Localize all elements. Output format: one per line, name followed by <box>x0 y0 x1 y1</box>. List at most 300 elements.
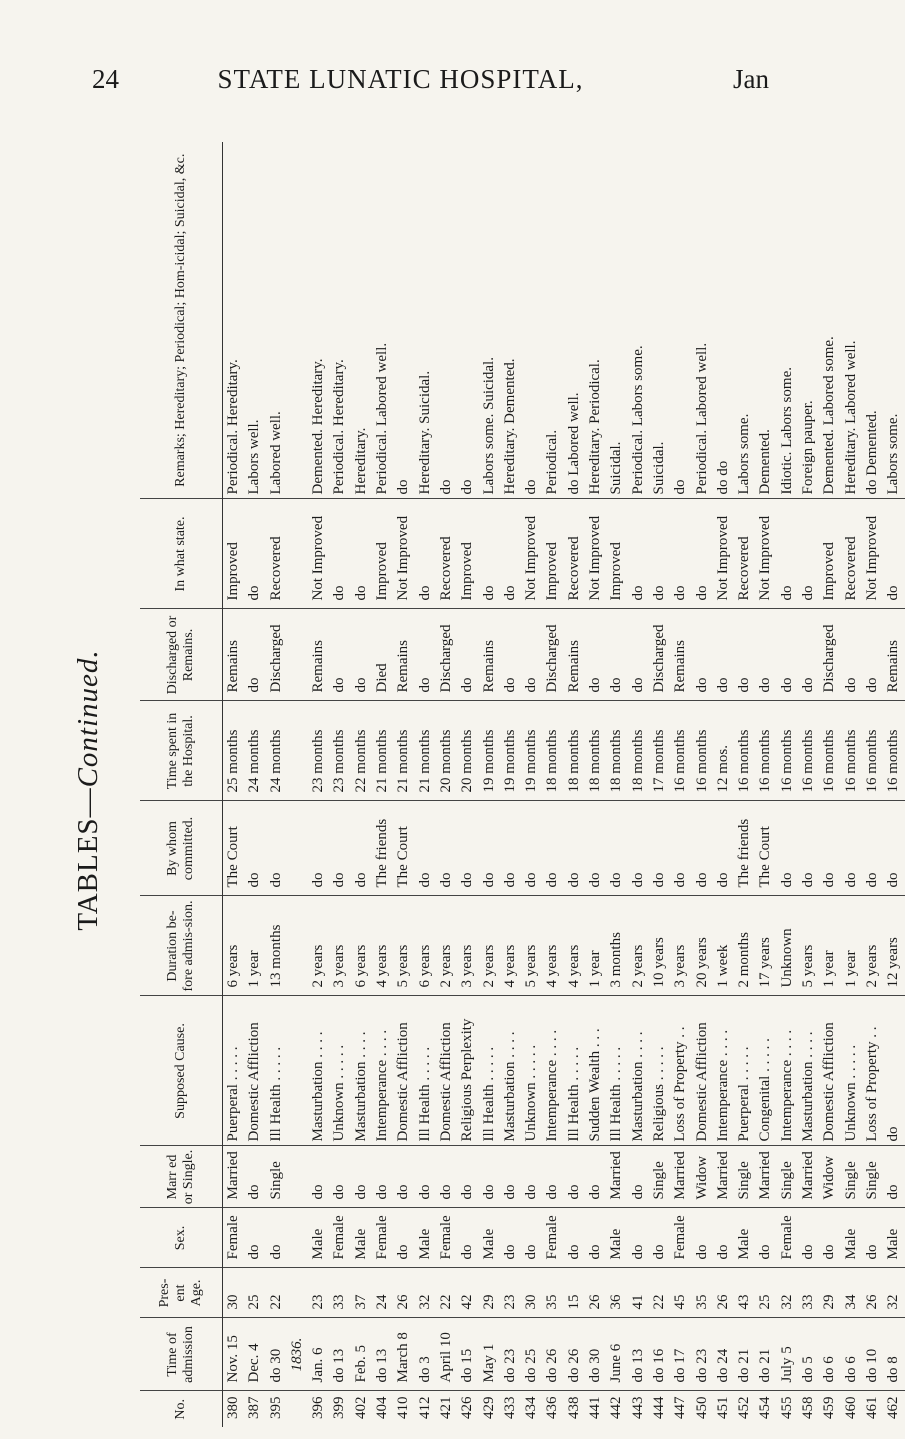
table-cell: do <box>436 801 457 896</box>
patient-table <box>140 142 905 1427</box>
table-cell: do <box>436 1146 457 1208</box>
table-cell: The Court <box>223 801 245 896</box>
table-cell: 30 <box>521 1268 542 1318</box>
table-cell: 34 <box>841 1268 862 1318</box>
running-title: STATE LUNATIC HOSPITAL, <box>217 64 584 94</box>
table-cell: 2 years <box>479 896 500 996</box>
table-cell: do <box>457 142 478 499</box>
table-cell: 2 years <box>628 896 649 996</box>
column-header: No. <box>140 1391 223 1427</box>
table-cell: Masturbation . . . . <box>628 996 649 1146</box>
table-cell: Improved <box>223 499 245 609</box>
table-cell: do <box>415 1146 436 1208</box>
table-cell: Periodical. Labored well. <box>692 142 713 499</box>
table-cell: Recovered <box>266 499 287 609</box>
table-cell <box>287 142 308 499</box>
table-cell: The Court <box>755 801 776 896</box>
table-cell: 461 <box>863 1396 880 1419</box>
table-cell: do <box>841 801 862 896</box>
table-cell: 2 years <box>308 896 329 996</box>
table-cell: Ill Health . . . . . <box>606 996 627 1146</box>
table-cell: Married <box>223 1146 245 1208</box>
table-cell: The friends <box>372 801 393 896</box>
table-cell: do <box>628 609 649 701</box>
table-cell: 25 <box>755 1268 776 1318</box>
table-cell <box>287 1208 308 1268</box>
table-cell: do <box>351 609 372 701</box>
table-cell: do <box>798 609 819 701</box>
table-cell: do <box>585 1146 606 1208</box>
table-cell: do <box>670 801 691 896</box>
table-cell: do 13 <box>372 1318 393 1391</box>
table-row <box>713 142 734 1427</box>
table-cell: 21 months <box>415 701 436 801</box>
table-cell: do 13 <box>628 1318 649 1391</box>
table-cell: Periodical. Hereditary. <box>223 142 245 499</box>
table-cell: do 10 <box>862 1318 883 1391</box>
table-cell: 450 <box>693 1396 710 1419</box>
table-cell: Married <box>670 1146 691 1208</box>
table-cell: Religious . . . . . <box>649 996 670 1146</box>
table-cell: 22 <box>266 1268 287 1318</box>
table-cell: 452 <box>736 1396 753 1419</box>
table-cell: 2 months <box>734 896 755 996</box>
table-cell: do <box>244 801 265 896</box>
side-title-prefix: TABLES— <box>72 787 104 931</box>
table-cell: Foreign pauper. <box>798 142 819 499</box>
table-cell: Remains <box>670 609 691 701</box>
table-cell <box>287 499 308 609</box>
table-cell: Feb. 5 <box>351 1318 372 1391</box>
table-cell: do 21 <box>755 1318 776 1391</box>
table-cell: Idiotic. Labors some. <box>777 142 798 499</box>
table-cell: Labors some. <box>883 142 904 499</box>
table-cell: Loss of Property . . <box>862 996 883 1146</box>
table-cell: 6 years <box>223 896 245 996</box>
table-cell: 436 <box>544 1396 561 1419</box>
table-cell: 21 months <box>393 701 414 801</box>
table-row <box>308 142 329 1427</box>
table-cell: 399 <box>331 1396 348 1419</box>
table-cell: 434 <box>523 1396 540 1419</box>
table-cell: Single <box>734 1146 755 1208</box>
table-cell: Ill Health . . . . . <box>564 996 585 1146</box>
table-cell: Female <box>329 1208 350 1268</box>
table-row <box>479 142 500 1427</box>
table-cell: Labors some. <box>734 142 755 499</box>
table-cell: 19 months <box>500 701 521 801</box>
table-cell: do <box>883 1146 904 1208</box>
table-cell: Discharged <box>649 609 670 701</box>
column-header: Marr ed or Single. <box>140 1146 223 1208</box>
running-title-fragment: Jan <box>733 64 769 94</box>
table-cell: Remains <box>564 609 585 701</box>
table-row <box>415 142 436 1427</box>
table-cell: Masturbation . . . . <box>500 996 521 1146</box>
table-cell: do <box>393 142 414 499</box>
table-cell: do <box>649 499 670 609</box>
table-cell: do Labored well. <box>564 142 585 499</box>
table-cell: Hereditary. Labored well. <box>841 142 862 499</box>
table-cell: do <box>266 1208 287 1268</box>
table-cell: 17 months <box>649 701 670 801</box>
table-cell: do <box>755 1208 776 1268</box>
table-cell: do <box>244 499 265 609</box>
table-cell: July 5 <box>777 1318 798 1391</box>
table-cell: Male <box>734 1208 755 1268</box>
table-cell: do <box>628 801 649 896</box>
table-body <box>223 142 905 1427</box>
table-cell: Not Improved <box>308 499 329 609</box>
table-cell: 33 <box>329 1268 350 1318</box>
table-cell: Discharged <box>266 609 287 701</box>
table-row <box>223 142 245 1427</box>
table-cell: Female <box>777 1208 798 1268</box>
table-cell: 20 months <box>457 701 478 801</box>
table-cell: 438 <box>565 1396 582 1419</box>
table-cell: Discharged <box>542 609 563 701</box>
year-marker: 1836. <box>287 1318 308 1391</box>
table-cell: 4 years <box>564 896 585 996</box>
table-cell <box>287 609 308 701</box>
table-cell: do <box>500 609 521 701</box>
table-row <box>649 142 670 1427</box>
table-cell: Not Improved <box>713 499 734 609</box>
table-cell <box>287 896 308 996</box>
table-row <box>351 142 372 1427</box>
table-cell: do <box>244 1146 265 1208</box>
table-cell: do <box>393 1208 414 1268</box>
column-header: Time spent in the Hospital. <box>140 701 223 801</box>
table-cell: Hereditary. Suicidal. <box>415 142 436 499</box>
table-cell: 43 <box>734 1268 755 1318</box>
table-cell: do <box>585 1208 606 1268</box>
table-cell: do <box>457 1208 478 1268</box>
table-cell: 35 <box>692 1268 713 1318</box>
table-cell: 20 months <box>436 701 457 801</box>
table-cell: 16 months <box>755 701 776 801</box>
table-cell: 421 <box>437 1396 454 1419</box>
table-cell: Improved <box>606 499 627 609</box>
table-cell: Labored well. <box>266 142 287 499</box>
table-cell: 1 week <box>713 896 734 996</box>
table-cell: Male <box>308 1208 329 1268</box>
table-cell: Demented. <box>755 142 776 499</box>
table-row <box>606 142 627 1427</box>
table-cell: Periodical. Labored well. <box>372 142 393 499</box>
table-cell: 29 <box>479 1268 500 1318</box>
table-cell: Improved <box>372 499 393 609</box>
table-cell: Puerperal . . . . . <box>223 996 245 1146</box>
table-row <box>542 142 563 1427</box>
column-header: In what state. <box>140 499 223 609</box>
table-cell: do <box>329 499 350 609</box>
table-cell: Male <box>351 1208 372 1268</box>
table-cell: Unknown . . . . . <box>329 996 350 1146</box>
table-cell: 18 months <box>628 701 649 801</box>
table-cell: 380 <box>225 1396 241 1419</box>
table-cell: 16 months <box>798 701 819 801</box>
table-cell: do 5 <box>798 1318 819 1391</box>
table-cell: do <box>734 609 755 701</box>
table-cell: do <box>755 609 776 701</box>
table-cell: do <box>777 801 798 896</box>
table-cell: do <box>713 1208 734 1268</box>
table-cell: Unknown <box>777 896 798 996</box>
table-cell: do <box>521 1208 542 1268</box>
table-cell: Improved <box>457 499 478 609</box>
table-cell: 32 <box>883 1268 904 1318</box>
table-cell: do <box>628 1146 649 1208</box>
table-cell: do <box>606 609 627 701</box>
table-cell: Dec. 4 <box>244 1318 265 1391</box>
column-header: Duration be-fore admis-sion. <box>140 896 223 996</box>
table-row <box>266 142 287 1427</box>
table-cell: 19 months <box>521 701 542 801</box>
column-header: By whom committed. <box>140 801 223 896</box>
table-cell: Hereditary. <box>351 142 372 499</box>
table-cell: Single <box>862 1146 883 1208</box>
table-cell: do <box>500 1146 521 1208</box>
table-cell: Domestic Affliction <box>692 996 713 1146</box>
table-row <box>883 142 904 1427</box>
table-cell: do 6 <box>819 1318 840 1391</box>
table-cell: 45 <box>670 1268 691 1318</box>
table-cell: Not Improved <box>585 499 606 609</box>
table-cell: Remains <box>883 609 904 701</box>
table-cell: do <box>329 1146 350 1208</box>
table-cell <box>287 801 308 896</box>
table-row <box>798 142 819 1427</box>
table-row <box>819 142 840 1427</box>
running-head <box>0 64 801 104</box>
table-row <box>777 142 798 1427</box>
table-cell: Ill Health . . . . . <box>266 996 287 1146</box>
table-cell: do <box>628 1208 649 1268</box>
table-cell: 23 <box>500 1268 521 1318</box>
table-cell: do 23 <box>500 1318 521 1391</box>
table-cell: Ill Health . . . . . <box>415 996 436 1146</box>
table-cell: do <box>351 801 372 896</box>
table-cell: do <box>883 996 904 1146</box>
table-row <box>287 142 308 1427</box>
table-cell: 444 <box>650 1396 667 1419</box>
table-cell: The friends <box>734 801 755 896</box>
table-cell: 1 year <box>585 896 606 996</box>
page-number: 24 <box>92 64 119 94</box>
table-cell: Remains <box>223 609 245 701</box>
table-cell: Masturbation . . . . <box>351 996 372 1146</box>
table-cell: 29 <box>819 1268 840 1318</box>
table-cell: do <box>542 1146 563 1208</box>
table-cell: 33 <box>798 1268 819 1318</box>
table-cell: do <box>436 142 457 499</box>
table-cell: do <box>266 801 287 896</box>
table-cell: Recovered <box>564 499 585 609</box>
table-cell: do <box>585 801 606 896</box>
table-cell: Religious Perplexity <box>457 996 478 1146</box>
table-row <box>628 142 649 1427</box>
table-cell: do 30 <box>585 1318 606 1391</box>
table-cell: do 17 <box>670 1318 691 1391</box>
table-cell: do <box>351 499 372 609</box>
table-cell: Married <box>606 1146 627 1208</box>
table-cell: 16 months <box>734 701 755 801</box>
table-cell: do <box>500 499 521 609</box>
table-cell: 12 mos. <box>713 701 734 801</box>
table-cell: do <box>713 609 734 701</box>
table-cell: do <box>329 609 350 701</box>
table-cell: 1 year <box>819 896 840 996</box>
table-cell: do 8 <box>883 1318 904 1391</box>
table-cell: do <box>819 1208 840 1268</box>
table-cell: do <box>521 801 542 896</box>
table-cell: Female <box>542 1208 563 1268</box>
table-cell: Female <box>670 1208 691 1268</box>
table-cell: 23 <box>308 1268 329 1318</box>
table-cell: 6 years <box>415 896 436 996</box>
table-cell: do <box>692 609 713 701</box>
table-cell: 5 years <box>798 896 819 996</box>
column-header: Pres-ent Age. <box>140 1268 223 1318</box>
table-cell: 462 <box>885 1396 902 1419</box>
table-row <box>244 142 265 1427</box>
column-header: Supposed Cause. <box>140 996 223 1146</box>
table-cell: do <box>542 801 563 896</box>
table-cell: 441 <box>587 1396 604 1419</box>
table-cell: June 6 <box>606 1318 627 1391</box>
table-cell: do <box>606 801 627 896</box>
table-cell: do 16 <box>649 1318 670 1391</box>
table-cell: 443 <box>629 1396 646 1419</box>
table-cell: Intemperance . . . . <box>777 996 798 1146</box>
table-cell: Remains <box>308 609 329 701</box>
table-cell: 22 <box>649 1268 670 1318</box>
table-cell: 16 months <box>777 701 798 801</box>
table-cell: 451 <box>714 1396 731 1419</box>
table-cell: do do <box>713 142 734 499</box>
table-cell: 36 <box>606 1268 627 1318</box>
table-cell: Demented. Labored some. <box>819 142 840 499</box>
table-cell: Unknown . . . . . <box>841 996 862 1146</box>
table-cell: 32 <box>415 1268 436 1318</box>
table-cell <box>287 1146 308 1208</box>
table-row <box>755 142 776 1427</box>
table-cell: Demented. Hereditary. <box>308 142 329 499</box>
table-cell: 5 years <box>393 896 414 996</box>
table-cell: Remains <box>393 609 414 701</box>
table-cell: 24 months <box>244 701 265 801</box>
table-cell: do <box>692 1208 713 1268</box>
table-cell: do <box>798 499 819 609</box>
table-cell: do <box>692 499 713 609</box>
table-cell: Intemperance . . . . <box>542 996 563 1146</box>
table-cell: 3 months <box>606 896 627 996</box>
table-cell: do 3 <box>415 1318 436 1391</box>
table-cell: 16 months <box>841 701 862 801</box>
table-cell: 412 <box>416 1396 433 1419</box>
table-cell: Male <box>479 1208 500 1268</box>
table-cell: 429 <box>480 1396 497 1419</box>
table-cell: 20 years <box>692 896 713 996</box>
table-cell: Sudden Wealth . . . <box>585 996 606 1146</box>
table-cell: 26 <box>862 1268 883 1318</box>
table-cell: Single <box>649 1146 670 1208</box>
table-cell: do <box>521 609 542 701</box>
table-cell: Masturbation . . . . <box>308 996 329 1146</box>
table-cell: do Demented. <box>862 142 883 499</box>
table-cell: do <box>798 801 819 896</box>
table-cell: do <box>479 1146 500 1208</box>
table-cell: March 8 <box>393 1318 414 1391</box>
table-cell: 23 months <box>329 701 350 801</box>
table-cell: do <box>415 609 436 701</box>
table-cell <box>287 1391 308 1427</box>
table-cell <box>287 701 308 801</box>
table-cell: 16 months <box>883 701 904 801</box>
table-cell: 3 years <box>329 896 350 996</box>
table-row <box>564 142 585 1427</box>
table-cell: 454 <box>757 1396 774 1419</box>
table-cell: do <box>564 1146 585 1208</box>
table-cell: 23 months <box>308 701 329 801</box>
table-cell: do <box>883 499 904 609</box>
table-cell: do <box>713 801 734 896</box>
table-cell: Male <box>841 1208 862 1268</box>
table-cell: 22 <box>436 1268 457 1318</box>
table-cell: 410 <box>395 1396 412 1419</box>
table-cell: do 6 <box>841 1318 862 1391</box>
table-cell: do <box>500 1208 521 1268</box>
table-cell: do <box>308 801 329 896</box>
table-cell: do <box>777 499 798 609</box>
table-cell: Not Improved <box>393 499 414 609</box>
table-row <box>329 142 350 1427</box>
table-cell: April 10 <box>436 1318 457 1391</box>
table-cell: do <box>649 801 670 896</box>
table-cell: do <box>479 499 500 609</box>
table-cell: Domestic Affliction <box>393 996 414 1146</box>
table-cell: do 24 <box>713 1318 734 1391</box>
table-cell: do <box>862 609 883 701</box>
table-cell: 4 years <box>542 896 563 996</box>
table-cell: do <box>670 499 691 609</box>
table-cell: Domestic Affliction <box>819 996 840 1146</box>
table-cell: 402 <box>352 1396 369 1419</box>
table-cell: 460 <box>842 1396 859 1419</box>
table-row <box>585 142 606 1427</box>
table-cell: do 21 <box>734 1318 755 1391</box>
table-cell: Labors well. <box>244 142 265 499</box>
table-cell: Not Improved <box>755 499 776 609</box>
table-cell: 22 months <box>351 701 372 801</box>
table-cell: do <box>372 1146 393 1208</box>
table-cell: do <box>862 1208 883 1268</box>
table-cell: Periodical. <box>542 142 563 499</box>
table-cell: Remains <box>479 609 500 701</box>
table-cell: The Court <box>393 801 414 896</box>
table-cell: do <box>457 609 478 701</box>
table-cell: do <box>628 499 649 609</box>
table-cell: Male <box>415 1208 436 1268</box>
table-cell: do <box>670 142 691 499</box>
table-cell: 18 months <box>606 701 627 801</box>
table-cell: Domestic Affliction <box>436 996 457 1146</box>
table-cell: do 26 <box>564 1318 585 1391</box>
table-cell: Male <box>606 1208 627 1268</box>
table-cell: 442 <box>608 1396 625 1419</box>
table-cell: 1 year <box>841 896 862 996</box>
